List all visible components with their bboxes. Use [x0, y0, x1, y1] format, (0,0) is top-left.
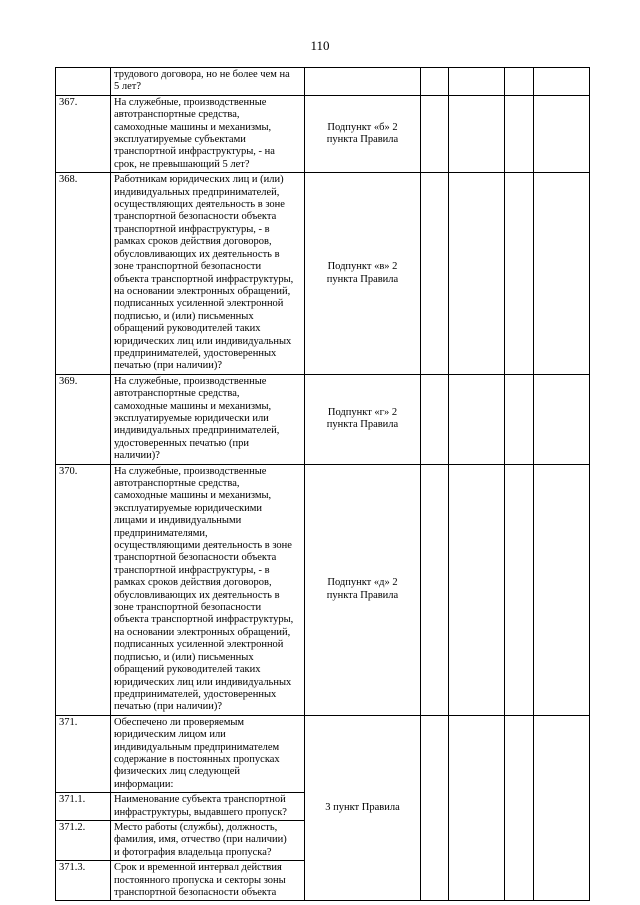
answer-cell — [421, 715, 449, 901]
answer-cell — [421, 464, 449, 715]
item-reference — [305, 68, 421, 96]
checklist-table — [55, 67, 590, 901]
answer-cell — [449, 374, 505, 464]
item-number: 368. — [56, 173, 111, 375]
answer-cell — [505, 374, 534, 464]
answer-cell — [449, 173, 505, 375]
answer-cell — [505, 173, 534, 375]
answer-cell — [505, 715, 534, 901]
answer-cell — [534, 68, 590, 96]
item-number: 370. — [56, 464, 111, 715]
item-reference: Подпункт «д» 2 пункта Правила — [305, 464, 421, 715]
answer-cell — [534, 173, 590, 375]
table-row — [56, 374, 590, 464]
item-reference: Подпункт «в» 2 пункта Правила — [305, 173, 421, 375]
item-question: Срок и временной интервал действия постоянного пропуска и секторы зоны транспортной безопасности объекта — [111, 861, 305, 901]
answer-cell — [449, 464, 505, 715]
answer-cell — [534, 95, 590, 172]
answer-cell — [421, 95, 449, 172]
item-question: Наименование субъекта транспортной инфраструктуры, выдавшего пропуск? — [111, 793, 305, 821]
item-number: 371.3. — [56, 861, 111, 901]
answer-cell — [421, 68, 449, 96]
item-reference: Подпункт «г» 2 пункта Правила — [305, 374, 421, 464]
answer-cell — [534, 464, 590, 715]
answer-cell — [505, 95, 534, 172]
item-question: На служебные, производственные автотранспортные средства, самоходные машины и механизмы, эксплуатируемые субъектами транспортной инфраструктуры, - на срок, не превышающий 5 лет? — [111, 95, 305, 172]
item-reference: Подпункт «б» 2 пункта Правила — [305, 95, 421, 172]
answer-cell — [534, 374, 590, 464]
answer-cell — [421, 173, 449, 375]
item-number — [56, 68, 111, 96]
table-row — [56, 68, 590, 96]
item-question: трудового договора, но не более чем на 5 лет? — [111, 68, 305, 96]
table-row — [56, 464, 590, 715]
item-number: 371. — [56, 715, 111, 792]
table-row — [56, 173, 590, 375]
page-number: 110 — [310, 38, 330, 53]
item-question: На служебные, производственные автотранспортные средства, самоходные машины и механизмы, эксплуатируемые юридически или индивидуальных предпринимателей, удостоверенных печатью (при наличии)? — [111, 374, 305, 464]
item-question: Место работы (службы), должность, фамилия, имя, отчество (при наличии) и фотография владельца пропуска? — [111, 820, 305, 860]
item-question: Обеспечено ли проверяемым юридическим лицом или индивидуальным предпринимателем содержание в постоянных пропусках физических лиц следующей информации: — [111, 715, 305, 792]
answer-cell — [534, 715, 590, 901]
item-question: Работникам юридических лиц и (или) индивидуальных предпринимателей, осуществляющих деятельность в зоне транспортной безопасности объекта транспортной инфраструктуры, - в рамках сроков действия договоров, обусловливающих их деятельность в зоне транспортной безопасности объекта транспортной инфраструктуры, на основании электронных обращений, подписанных усиленной электронной подписью, и (или) письменных обращений руководителей таких юридических лиц или индивидуальных предпринимателей, удостоверенных печатью (при наличии)? — [111, 173, 305, 375]
answer-cell — [421, 374, 449, 464]
answer-cell — [505, 68, 534, 96]
answer-cell — [505, 464, 534, 715]
table-row — [56, 715, 590, 792]
item-number: 371.1. — [56, 793, 111, 821]
item-question: На служебные, производственные автотранспортные средства, самоходные машины и механизмы, эксплуатируемые юридическими лицами и индивидуальными предпринимателями, осуществляющими деятельность в зоне транспортной безопасности объекта транспортной инфраструктуры, - в рамках сроков действия договоров, обусловливающих их деятельность в зоне транспортной безопасности объекта транспортной инфраструктуры, на основании электронных обращений, подписанных усиленной электронной подписью, и (или) письменных обращений руководителей таких юридических лиц или индивидуальных предпринимателей, удостоверенных печатью (при наличии)? — [111, 464, 305, 715]
item-number: 371.2. — [56, 820, 111, 860]
table-row — [56, 95, 590, 172]
answer-cell — [449, 68, 505, 96]
answer-cell — [449, 715, 505, 901]
item-reference: 3 пункт Правила — [305, 715, 421, 901]
item-number: 369. — [56, 374, 111, 464]
answer-cell — [449, 95, 505, 172]
item-number: 367. — [56, 95, 111, 172]
